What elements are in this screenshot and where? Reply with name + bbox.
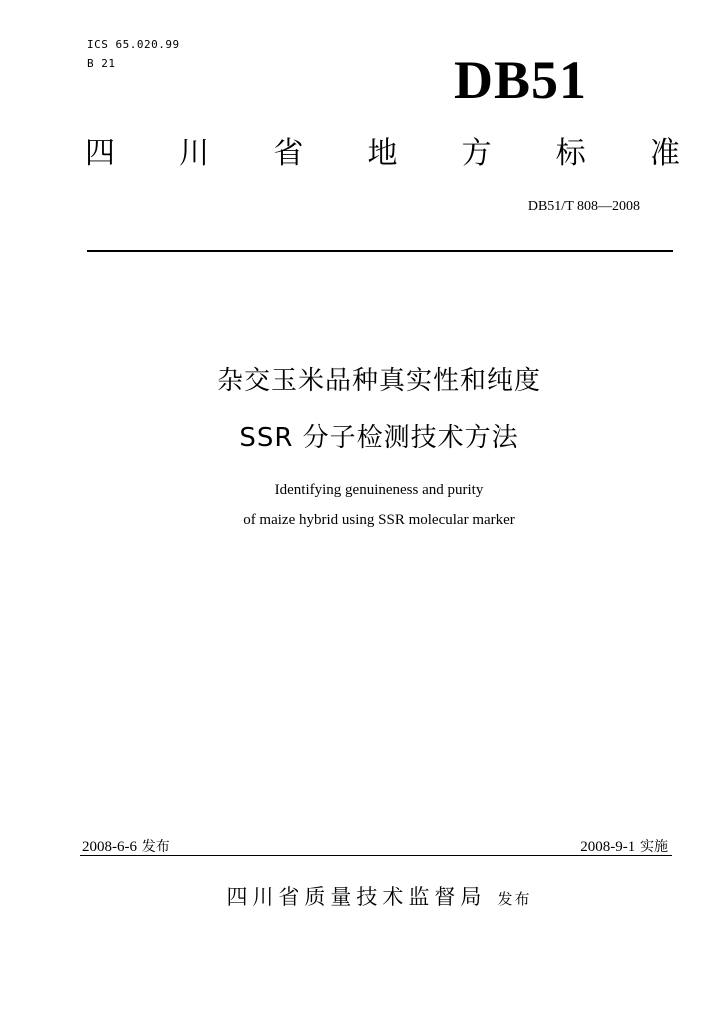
effective-date: 2008-9-1 [580,839,636,855]
dates-row [82,836,668,856]
issue-date-block [82,837,170,856]
standard-type-char: 地 [367,136,398,171]
standard-number: DB51/T 808—2008 [527,199,640,214]
english-title-line-2: of maize hybrid using SSR molecular marker [243,512,515,528]
standard-type-char: 川 [179,136,210,171]
effective-label: 实施 [640,839,668,855]
bottom-divider [80,855,672,856]
standard-type-title [85,134,680,174]
effective-date-block [580,837,668,856]
issuer-action: 发布 [497,890,532,908]
top-divider [87,250,673,252]
classification-code: B 21 [87,57,116,70]
standard-type-char: 准 [649,136,680,171]
chinese-title-line-2: SSR 分子检测技术方法 [239,423,519,453]
issue-label: 发布 [141,839,170,855]
issuer-organization: 四川省质量技术监督局 [226,885,487,909]
standard-type-char: 省 [273,136,304,171]
english-title-line-1: Identifying genuineness and purity [274,482,484,498]
standard-type-char: 方 [461,136,492,171]
db51-logo-text: DB51 [454,50,588,110]
chinese-title-line-1: 杂交玉米品种真实性和纯度 [216,366,541,396]
standard-type-char: 标 [555,136,586,171]
issue-date: 2008-6-6 [82,839,137,855]
ics-code: ICS 65.020.99 [87,38,180,51]
standard-type-char: 四 [85,136,115,171]
issuer-line [0,883,724,913]
